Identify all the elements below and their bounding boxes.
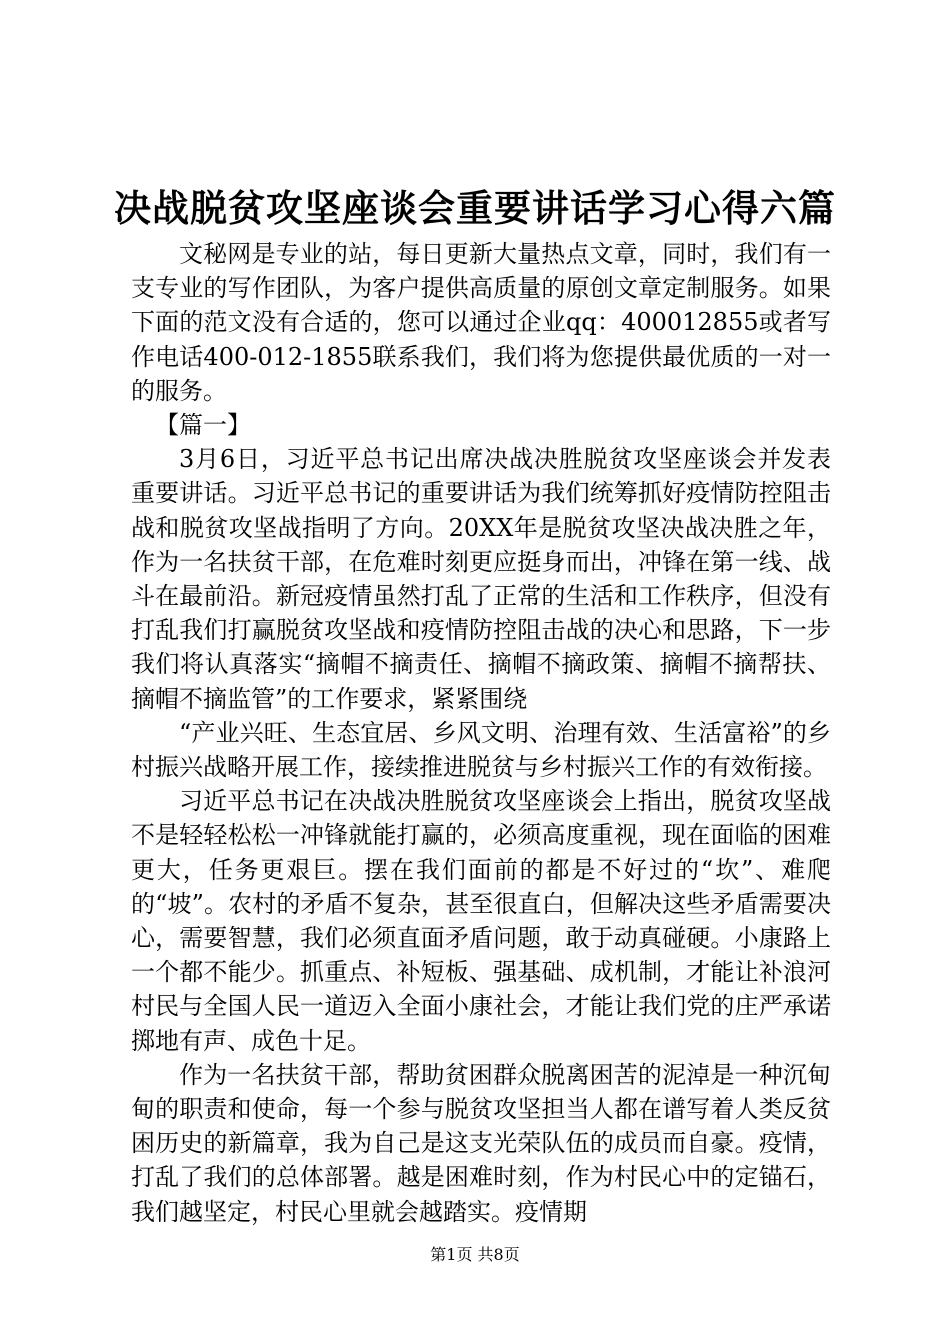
body-paragraph-4: 作为一名扶贫干部，帮助贫困群众脱离困苦的泥淖是一种沉甸甸的职责和使命，每一个参与脱贫攻坚担当人都在谱写着人类反贫困历史的新篇章，我为自己是这支光荣队伍的成员而自豪。疫情，打乱了我们的总体部署。越是困难时刻，作为村民心中的定锚石，我们越坚定，村民心里就会越踏实。疫情期 [131,1060,831,1226]
document-title: 决战脱贫攻坚座谈会重要讲话学习心得六篇 [114,186,836,230]
body-paragraph-1: 3月6日，习近平总书记出席决战决胜脱贫攻坚座谈会并发表重要讲话。习近平总书记的重要讲话为我们统筹抓好疫情防控阻击战和脱贫攻坚战指明了方向。20XX年是脱贫攻坚决战决胜之年，作为一名扶贫干部，在危难时刻更应挺身而出，冲锋在第一线、战斗在最前沿。新冠疫情虽然打乱了正常的生活和工作秩序，但没有打乱我们打赢脱贫攻坚战和疫情防控阻击战的决心和思路，下一步我们将认真落实“摘帽不摘责任、摘帽不摘政策、摘帽不摘帮扶、摘帽不摘监管”的工作要求，紧紧围绕 [131,445,831,713]
page-footer: 第1页 共8页 [430,1245,520,1264]
body-paragraph-2: “产业兴旺、生态宜居、乡风文明、治理有效、生活富裕”的乡村振兴战略开展工作，接续推进脱贫与乡村振兴工作的有效衔接。 [131,718,831,782]
section-heading: 【篇一】 [155,411,251,440]
body-paragraph-3: 习近平总书记在决战决胜脱贫攻坚座谈会上指出，脱贫攻坚战不是轻轻松松一冲锋就能打赢的，必须高度重视，现在面临的困难更大，任务更艰巨。摆在我们面前的都是不好过的“坎”、难爬的“坡”。农村的矛盾不复杂，甚至很直白，但解决这些矛盾需要决心，需要智慧，我们必须直面矛盾问题，敢于动真碰硬。小康路上一个都不能少。抓重点、补短板、强基础、成机制，才能让补浪河村民与全国人民一道迈入全面小康社会，才能让我们党的庄严承诺掷地有声、成色十足。 [131,787,831,1055]
document-body [131,237,831,1229]
intro-paragraph: 文秘网是专业的站，每日更新大量热点文章，同时，我们有一支专业的写作团队，为客户提供高质量的原创文章定制服务。如果下面的范文没有合适的，您可以通过企业qq：400012855或者写作电话400-012-1855联系我们，我们将为您提供最优质的一对一的服务。 [131,240,831,405]
